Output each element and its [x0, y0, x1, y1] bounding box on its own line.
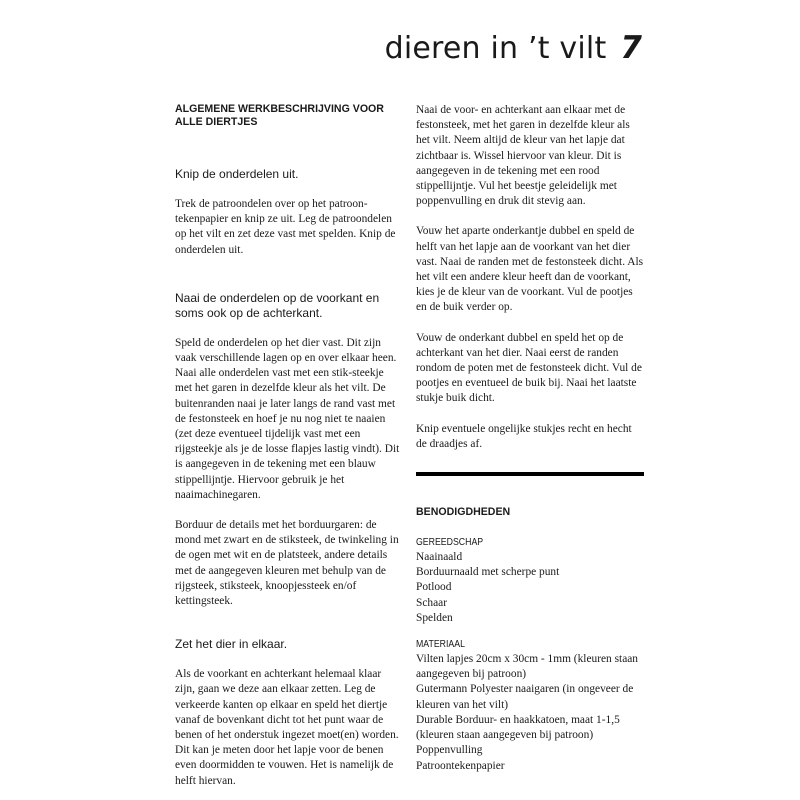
- paragraph: Trek de patroondelen over op het patroon-tekenpapier en knip ze uit. Leg de patroondelen op het vilt en zet deze vast met spelden. Knip de onderdelen uit.: [175, 198, 396, 256]
- materials-list-item: Poppenvulling: [416, 744, 483, 757]
- section-heading-sew: Naai de onderdelen op de voorkant en soms ook op de achterkant.: [175, 290, 380, 320]
- paragraph: Naai de voor- en achterkant aan elkaar met de festonsteek, met het garen in dezelfde kleur als het vilt. Neem altijd de kleur van het lapje dat zichtbaar is. Wissel hiervoor van kleur. Dit is aangegeven in de tekening met een rood stippellijntje. Vul het beestje geleidelijk met poppenvulling en druk dit stevig aan.: [416, 104, 630, 208]
- main-heading: ALGEMENE WERKBESCHRIJVING VOOR ALLE DIERTJES: [175, 103, 384, 128]
- tools-list-item: Potlood: [416, 581, 452, 594]
- materials-label: MATERIAAL: [416, 639, 465, 651]
- materials-list-item: Vilten lapjes 20cm x 30cm - 1mm (kleuren staan aangegeven bij patroon): [416, 653, 639, 681]
- paragraph: Vouw de onderkant dubbel en speld het op de achterkant van het dier. Naai eerst de randen rondom de poten met de festonsteek dicht. Vul de pootjes en eventueel de buik bij. Naai het laatste stukje buik dicht.: [416, 331, 642, 405]
- supplies-heading: BENODIGDHEDEN: [416, 506, 511, 519]
- section-heading-cut: Knip de onderdelen uit.: [175, 167, 299, 181]
- paragraph: Speld de onderdelen op het dier vast. Dit zijn vaak verschillende lagen op en over elkaar heen. Naai alle onderdelen vast met een stik-steekje met het garen in dezelfde kleur als het vilt. De buitenranden naai je later langs de rand vast met de festonsteek en hoef je nu nog niet te naaien (zet deze eventueel tijdelijk vast met een rijgsteekje als je de losse flapjes lastig vindt). Dit is aangegeven in de tekening met een blauw stippellijntje. Hiervoor gebruik je het naaimachinegaren.: [175, 336, 400, 501]
- tools-label: GEREEDSCHAP: [416, 537, 484, 549]
- tools-list-item: Borduurnaald met scherpe punt: [416, 566, 560, 579]
- tools-list-item: Spelden: [416, 611, 453, 624]
- section-heading-assemble: Zet het dier in elkaar.: [175, 637, 288, 652]
- materials-list-item: Durable Borduur- en haakkatoen, maat 1-1,5 (kleuren staan aangegeven bij patroon): [416, 713, 620, 742]
- book-title: dieren in ’t vilt: [384, 31, 607, 66]
- tools-list-item: Schaar: [416, 596, 447, 609]
- right-column: [416, 103, 644, 774]
- page-number: 7: [620, 30, 642, 66]
- paragraph: Borduur de details met het borduurgaren: de mond met zwart en de stiksteek, de twinkeling in de ogen met wit en de platsteek, andere details met de aangegeven kleuren met behulp van de rijgsteek, stiksteek, knoopjessteek en/of kettingsteek.: [175, 519, 399, 608]
- tools-list-item: Naainaald: [416, 551, 463, 564]
- paragraph: Knip eventuele ongelijke stukjes recht en hecht de draadjes af.: [416, 422, 632, 450]
- materials-list-item: Gutermann Polyester naaigaren (in ongeveer de kleuren van het vilt): [416, 683, 634, 711]
- paragraph: Als de voorkant en achterkant helemaal klaar zijn, gaan we deze aan elkaar zetten. Leg de verkeerde kanten op elkaar en speld het diertje vanaf de bovenkant dicht tot het punt waar de benen of het onderstuk ingezet moet(en) worden. Dit kan je meten door het lapje voor de benen even doormidden te vouwen. Het is namelijk de helft hiervan.: [175, 668, 399, 787]
- paragraph: Vouw het aparte onderkantje dubbel en speld de helft van het lapje aan de voorkant van het dier vast. Naai de randen met de festonsteek dicht. Als het vilt een andere kleur heeft dan de voorkant, kies je de kleur van de voorkant. Vul de pootjes en de buik verder op.: [416, 225, 644, 314]
- page-header: [385, 30, 642, 66]
- materials-list-item: Patroontekenpapier: [416, 759, 505, 772]
- left-column: [175, 103, 403, 789]
